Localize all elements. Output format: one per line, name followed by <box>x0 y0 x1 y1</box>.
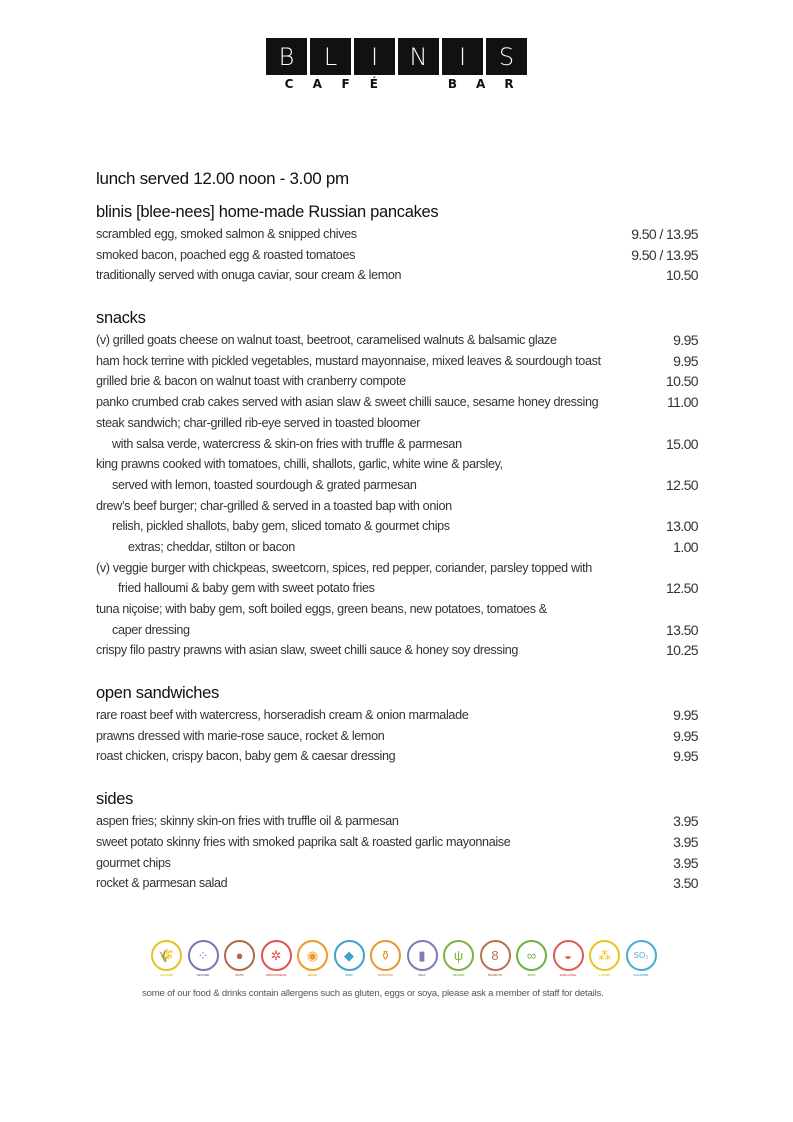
blinis-cafe-bar-logo <box>266 38 528 91</box>
menu-item-continuation <box>96 578 698 599</box>
celery-icon: ψ <box>443 940 474 971</box>
item-price: 10.50 <box>665 373 698 390</box>
item-description: extras; cheddar, stilton or bacon <box>128 539 295 554</box>
item-price: 9.95 <box>673 352 698 369</box>
item-description: grilled brie & bacon on walnut toast with cranberry compote <box>96 374 406 389</box>
logo-subtitle-letter: R <box>504 77 514 91</box>
logo-subtitle-letter: F <box>341 77 350 91</box>
item-description: crispy filo pastry prawns with asian slaw, sweet chilli sauce & honey soy dressing <box>96 643 519 658</box>
logo-subtitle-gap <box>395 77 431 91</box>
sulphite-icon: SO₂ <box>626 940 657 971</box>
serving-time: lunch served 12.00 noon - 3.00 pm <box>96 169 349 188</box>
menu-item <box>96 811 698 832</box>
allergen-disclaimer: some of our food & drinks contain allergens such as gluten, eggs or soya, please ask a member of staff for details. <box>142 988 604 999</box>
section-open-sandwiches <box>96 681 698 767</box>
allergen-label: NUTS <box>235 973 244 977</box>
item-description: king prawns cooked with tomatoes, chilli, shallots, garlic, white wine & parsley, <box>96 457 503 472</box>
item-description: gourmet chips <box>96 855 171 870</box>
section-snacks <box>96 306 698 661</box>
item-description: prawns dressed with marie-rose sauce, rocket & lemon <box>96 728 385 743</box>
item-price: 9.50 / 13.95 <box>631 246 698 263</box>
item-description: rare roast beef with watercress, horseradish cream & onion marmalade <box>96 708 469 723</box>
logo-subtitle-letter: B <box>447 77 457 91</box>
crab-icon: ✲ <box>261 940 292 971</box>
fish-icon: ◆ <box>334 940 365 971</box>
item-price: 9.95 <box>673 707 698 724</box>
lunch-menu <box>96 166 698 894</box>
menu-item-extras <box>96 537 698 558</box>
item-price: 9.50 / 13.95 <box>631 226 698 242</box>
nuts-icon: ● <box>224 940 255 971</box>
menu-item <box>96 351 698 372</box>
logo-letter: N <box>398 38 439 75</box>
menu-item-continuation <box>96 516 698 537</box>
allergen-label: SHELLFISH <box>559 973 577 977</box>
allergen-badge <box>187 940 220 977</box>
allergen-label: CRUSTACEAN <box>265 973 287 977</box>
allergen-badge <box>223 940 256 977</box>
item-description: (v) veggie burger with chickpeas, sweetcorn, spices, red pepper, coriander, parsley topped with <box>96 560 592 575</box>
logo-letter: I <box>354 38 395 75</box>
item-description: (v) grilled goats cheese on walnut toast, beetroot, caramelised walnuts & balsamic glaze <box>96 333 557 348</box>
logo-letter: L <box>310 38 351 75</box>
allergen-label: CELERY <box>452 973 465 977</box>
sesame-icon: ⁘ <box>188 940 219 971</box>
lupin-icon: ⁂ <box>589 940 620 971</box>
item-price: 10.50 <box>665 267 698 284</box>
allergen-badge <box>369 940 402 977</box>
logo-subtitle <box>266 77 528 91</box>
menu-item <box>96 224 698 245</box>
menu-item <box>96 726 698 747</box>
item-description: aspen fries; skinny skin-on fries with truffle oil & parmesan <box>96 814 399 829</box>
item-price: 9.95 <box>673 727 698 744</box>
item-description: rocket & parmesan salad <box>96 876 228 891</box>
menu-item <box>96 371 698 392</box>
wheat-icon: 🌾 <box>151 940 182 971</box>
menu-item-continuation <box>96 475 698 496</box>
item-description: smoked bacon, poached egg & roasted tomatoes <box>96 247 356 262</box>
peanut-icon: 8 <box>480 940 511 971</box>
item-price: 3.50 <box>673 875 698 892</box>
allergen-label: MUSTARD <box>378 973 393 977</box>
menu-item <box>96 392 698 413</box>
item-description: steak sandwich; char-grilled rib-eye served in toasted bloomer <box>96 415 421 430</box>
item-price: 13.50 <box>665 621 698 638</box>
menu-item <box>96 265 698 286</box>
item-price: 9.95 <box>673 332 698 349</box>
menu-item <box>96 496 698 517</box>
item-description: relish, pickled shallots, baby gem, sliced tomato & gourmet chips <box>112 519 450 534</box>
section-title: blinis [blee-nees] home-made Russian pancakes <box>96 203 439 221</box>
allergen-label: EGGS <box>308 973 317 977</box>
item-price: 11.00 <box>667 394 698 411</box>
item-description: roast chicken, crispy bacon, baby gem & caesar dressing <box>96 749 396 764</box>
section-sides <box>96 787 698 894</box>
menu-item <box>96 853 698 874</box>
menu-item <box>96 454 698 475</box>
section-title: snacks <box>96 309 146 328</box>
logo-letter: B <box>266 38 307 75</box>
allergen-label: FISH <box>345 973 353 977</box>
allergen-badge <box>552 940 585 977</box>
menu-item <box>96 832 698 853</box>
soya-icon: ∞ <box>516 940 547 971</box>
item-price: 13.00 <box>665 518 698 535</box>
menu-item <box>96 705 698 726</box>
item-price: 10.25 <box>665 642 698 659</box>
item-description: ham hock terrine with pickled vegetables, mustard mayonnaise, mixed leaves & sourdough toast <box>96 353 601 368</box>
menu-item <box>96 413 698 434</box>
allergen-label: PEANUTS <box>487 973 503 977</box>
item-price: 12.50 <box>665 476 698 493</box>
logo-subtitle-letter: A <box>476 77 486 91</box>
item-description: with salsa verde, watercress & skin-on fries with truffle & parmesan <box>112 436 462 451</box>
allergen-badge <box>625 940 658 977</box>
allergen-label: GLUTEN <box>160 973 173 977</box>
menu-item <box>96 330 698 351</box>
menu-item <box>96 245 698 266</box>
item-price: 9.95 <box>673 748 698 765</box>
item-description: drew’s beef burger; char-grilled & served in a toasted bap with onion <box>96 498 452 513</box>
allergen-badge <box>296 940 329 977</box>
mustard-icon: ⚱ <box>370 940 401 971</box>
allergen-label: SOYA <box>527 973 536 977</box>
milk-icon: ▮ <box>407 940 438 971</box>
allergen-icons <box>150 940 658 977</box>
allergen-label: SESAME <box>196 973 210 977</box>
allergen-label: MILK <box>418 973 426 977</box>
allergen-badge <box>260 940 293 977</box>
menu-item <box>96 746 698 767</box>
menu-item-continuation <box>96 434 698 455</box>
item-description: panko crumbed crab cakes served with asian slaw & sweet chilli sauce, sesame honey dressing <box>96 395 599 410</box>
allergen-label: SULPHITE <box>633 973 649 977</box>
logo-subtitle-letter: É <box>369 77 378 91</box>
item-description: sweet potato skinny fries with smoked paprika salt & roasted garlic mayonnaise <box>96 834 511 849</box>
menu-item <box>96 599 698 620</box>
item-description: fried halloumi & baby gem with sweet potato fries <box>118 581 375 596</box>
item-price: 3.95 <box>673 833 698 850</box>
item-description: traditionally served with onuga caviar, sour cream & lemon <box>96 268 402 283</box>
allergen-badge <box>442 940 475 977</box>
item-price: 15.00 <box>665 435 698 452</box>
logo-letter: S <box>486 38 527 75</box>
item-description: caper dressing <box>112 622 190 637</box>
shell-icon: ◒ <box>553 940 584 971</box>
item-price: 1.00 <box>673 538 698 555</box>
logo-letter: I <box>442 38 483 75</box>
allergen-badge <box>588 940 621 977</box>
item-description: tuna niçoise; with baby gem, soft boiled eggs, green beans, new potatoes, tomatoes & <box>96 602 547 616</box>
logo-subtitle-letter: C <box>284 77 294 91</box>
allergen-badge <box>515 940 548 977</box>
item-description: scrambled egg, smoked salmon & snipped chives <box>96 227 357 241</box>
item-price: 3.95 <box>673 854 698 871</box>
logo-letter-tiles <box>266 38 528 75</box>
item-description: served with lemon, toasted sourdough & grated parmesan <box>112 477 417 492</box>
item-price: 3.95 <box>673 813 698 830</box>
egg-icon: ◉ <box>297 940 328 971</box>
menu-item <box>96 558 698 579</box>
section-title: sides <box>96 790 134 809</box>
allergen-badge <box>150 940 183 977</box>
logo-subtitle-letter: A <box>312 77 322 91</box>
menu-item-continuation <box>96 620 698 641</box>
allergen-label: LUPINS <box>598 973 610 977</box>
item-price: 12.50 <box>665 580 698 597</box>
menu-item <box>96 640 698 661</box>
allergen-badge <box>333 940 366 977</box>
menu-item <box>96 873 698 894</box>
section-title: open sandwiches <box>96 684 220 703</box>
allergen-badge <box>479 940 512 977</box>
allergen-badge <box>406 940 439 977</box>
section-blinis <box>96 200 698 286</box>
